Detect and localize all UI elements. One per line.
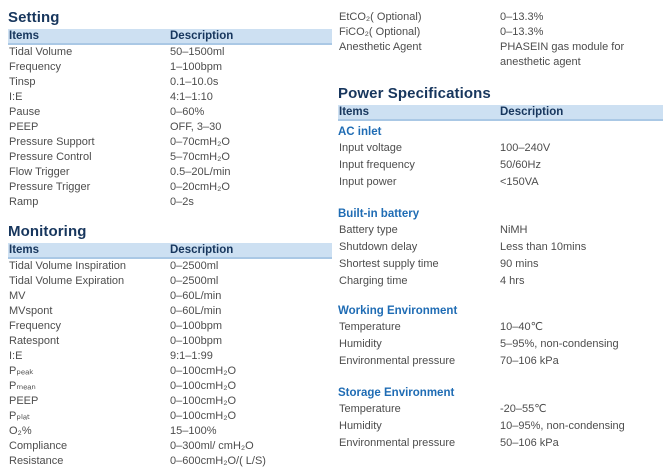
- row-item-value: 0–2500ml: [170, 260, 219, 272]
- row-item-label: Charging time: [339, 275, 408, 287]
- row-item-label: Humidity: [339, 338, 382, 350]
- row-item-label: Environmental pressure: [339, 355, 456, 367]
- row-item-label: MVspont: [9, 305, 53, 317]
- row-item-value: 0–60L/min: [170, 290, 222, 302]
- row-item-label: Battery type: [339, 224, 398, 236]
- row-item-label: Pₘₑₐₙ: [9, 380, 36, 392]
- column-header-items: Items: [9, 244, 40, 256]
- row-item-label: Shutdown delay: [339, 241, 418, 253]
- row-item-value: 4 hrs: [500, 275, 525, 287]
- row-item-value: 0–600cmH₂O/( L/S): [170, 455, 266, 467]
- power-table-header: [338, 105, 663, 121]
- table-row: [8, 289, 332, 304]
- table-row: [8, 165, 332, 180]
- row-item-value: PHASEIN gas module for anesthetic agent: [500, 41, 625, 68]
- monitoring-table-header: [8, 243, 332, 259]
- row-item-value: 0.1–10.0s: [170, 76, 219, 88]
- group-header: AC inlet: [338, 126, 382, 138]
- row-item-value: 100–240V: [500, 142, 551, 154]
- table-row: [8, 259, 332, 274]
- row-item-value: NiMH: [500, 224, 528, 236]
- row-item-label: Environmental pressure: [339, 437, 456, 449]
- table-row: [8, 334, 332, 349]
- row-item-label: I:E: [9, 91, 23, 103]
- row-item-value: 5–70cmH₂O: [170, 151, 230, 163]
- table-row: [8, 349, 332, 364]
- group-header: Working Environment: [338, 305, 458, 317]
- row-item-value: 0–100bpm: [170, 335, 222, 347]
- table-row: [8, 105, 332, 120]
- row-item-value: 0–2s: [170, 196, 194, 208]
- row-item-label: Tidal Volume Expiration: [9, 275, 125, 287]
- row-item-value: 50–1500ml: [170, 46, 225, 58]
- row-item-value: OFF, 3–30: [170, 121, 222, 133]
- table-row: [8, 304, 332, 319]
- row-item-label: Temperature: [339, 403, 401, 415]
- row-item-value: 9:1–1:99: [170, 350, 213, 362]
- row-item-value: 0–13.3%: [500, 26, 544, 38]
- group-working-environment: [338, 303, 663, 370]
- column-header-items: Items: [339, 106, 370, 118]
- row-item-value: 0.5–20L/min: [170, 166, 231, 178]
- row-item-value: 5–95%, non-condensing: [500, 338, 619, 350]
- row-item-label: Tidal Volume Inspiration: [9, 260, 126, 272]
- row-item-value: 50–106 kPa: [500, 437, 559, 449]
- table-row: [8, 274, 332, 289]
- table-row: [8, 379, 332, 394]
- column-header-description: Description: [500, 106, 564, 118]
- row-item-value: 0–60L/min: [170, 305, 222, 317]
- table-row: [338, 10, 663, 25]
- table-row: [8, 195, 332, 210]
- group-storage-environment: [338, 385, 663, 452]
- row-item-label: Input frequency: [339, 159, 415, 171]
- row-item-label: Pₚₑₐₖ: [9, 365, 34, 377]
- table-row: [338, 140, 663, 157]
- table-row: [338, 157, 663, 174]
- table-row: [8, 75, 332, 90]
- row-item-value: 4:1–1:10: [170, 91, 213, 103]
- row-item-value: 0–60%: [170, 106, 205, 118]
- row-item-value: 10–95%, non-condensing: [500, 420, 625, 432]
- left-column: [8, 0, 332, 469]
- table-row: [8, 180, 332, 195]
- table-row: [8, 424, 332, 439]
- row-item-label: Frequency: [9, 61, 61, 73]
- row-item-value: 0–13.3%: [500, 11, 544, 23]
- monitoring-table: [8, 259, 332, 469]
- table-row: [8, 135, 332, 150]
- table-row: [338, 256, 663, 273]
- row-item-label: MV: [9, 290, 26, 302]
- table-row: [338, 319, 663, 336]
- row-item-value: <150VA: [500, 176, 539, 188]
- group-ac-inlet: [338, 124, 663, 191]
- table-row: [8, 319, 332, 334]
- row-item-value: 15–100%: [170, 425, 217, 437]
- row-item-label: I:E: [9, 350, 23, 362]
- table-row: [8, 60, 332, 75]
- table-row: [8, 364, 332, 379]
- row-item-value: 50/60Hz: [500, 159, 541, 171]
- row-item-value: -20–55℃: [500, 403, 547, 415]
- table-row: [338, 401, 663, 418]
- optional-gas-rows: [338, 10, 663, 70]
- setting-table: [8, 45, 332, 210]
- table-row: [338, 336, 663, 353]
- table-row: [338, 174, 663, 191]
- table-row: [338, 418, 663, 435]
- row-item-label: Flow Trigger: [9, 166, 70, 178]
- row-item-label: Pressure Trigger: [9, 181, 91, 193]
- group-header: Built-in battery: [338, 208, 420, 220]
- row-item-value: 1–100bpm: [170, 61, 222, 73]
- row-item-label: PEEP: [9, 121, 39, 133]
- table-row: [338, 25, 663, 40]
- row-item-value: 0–100cmH₂O: [170, 410, 237, 422]
- setting-table-header: [8, 29, 332, 45]
- row-item-label: Pause: [9, 106, 41, 118]
- column-header-items: Items: [9, 30, 40, 42]
- row-item-value: 0–100cmH₂O: [170, 395, 237, 407]
- row-item-label: Frequency: [9, 320, 61, 332]
- table-row: [8, 409, 332, 424]
- row-item-label: Humidity: [339, 420, 382, 432]
- row-item-value: 0–70cmH₂O: [170, 136, 230, 148]
- row-item-label: Input voltage: [339, 142, 402, 154]
- table-row: [8, 90, 332, 105]
- table-row: [8, 150, 332, 165]
- table-row: [338, 239, 663, 256]
- table-row: [8, 45, 332, 60]
- table-row: [338, 222, 663, 239]
- table-row: [8, 120, 332, 135]
- table-row: [338, 40, 663, 70]
- table-row: [338, 435, 663, 452]
- row-item-label: Pressure Support: [9, 136, 95, 148]
- row-item-label: Compliance: [9, 440, 68, 452]
- row-item-value: 0–100cmH₂O: [170, 380, 237, 392]
- row-item-label: Temperature: [339, 321, 401, 333]
- row-item-label: Anesthetic Agent: [339, 41, 422, 53]
- table-row: [338, 273, 663, 290]
- row-item-label: FiCO₂( Optional): [339, 26, 421, 38]
- row-item-label: Pressure Control: [9, 151, 92, 163]
- row-item-value: Less than 10mins: [500, 241, 587, 253]
- table-row: [338, 353, 663, 370]
- row-item-label: Shortest supply time: [339, 258, 439, 270]
- row-item-value: 70–106 kPa: [500, 355, 559, 367]
- row-item-label: Ramp: [9, 196, 39, 208]
- row-item-value: 0–300ml/ cmH₂O: [170, 440, 254, 452]
- row-item-label: Tidal Volume: [9, 46, 73, 58]
- row-item-label: Tinsp: [9, 76, 36, 88]
- row-item-label: PEEP: [9, 395, 39, 407]
- row-item-label: O₂%: [9, 425, 32, 437]
- section-title-setting: Setting: [8, 9, 60, 26]
- row-item-label: Resistance: [9, 455, 64, 467]
- row-item-value: 0–20cmH₂O: [170, 181, 230, 193]
- section-title-monitoring: Monitoring: [8, 223, 87, 240]
- row-item-value: 0–2500ml: [170, 275, 219, 287]
- column-header-description: Description: [170, 30, 234, 42]
- row-item-value: 0–100bpm: [170, 320, 222, 332]
- row-item-label: Input power: [339, 176, 397, 188]
- group-header: Storage Environment: [338, 387, 455, 399]
- row-item-label: Ratespont: [9, 335, 60, 347]
- row-item-value: 90 mins: [500, 258, 539, 270]
- row-item-value: 0–100cmH₂O: [170, 365, 237, 377]
- right-column: [338, 0, 663, 452]
- row-item-label: Pₚₗₐₜ: [9, 410, 31, 422]
- table-row: [8, 394, 332, 409]
- group-built-in-battery: [338, 206, 663, 290]
- row-item-label: EtCO₂( Optional): [339, 11, 422, 23]
- table-row: [8, 439, 332, 454]
- row-item-value: 10–40℃: [500, 321, 543, 333]
- section-title-power: Power Specifications: [338, 85, 491, 102]
- column-header-description: Description: [170, 244, 234, 256]
